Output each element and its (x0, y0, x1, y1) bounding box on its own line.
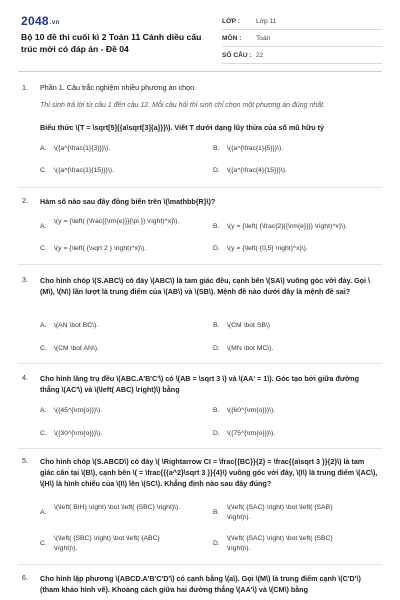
part-number: 1. (22, 83, 28, 92)
question-divider (18, 363, 382, 364)
option-text: \(CM \bot SB\) (227, 322, 271, 329)
part-instruction: Thí sinh trả lời từ câu 1 đến câu 12. Mỗi câu hỏi thí sinh chỉ chọn một phương án đúng nhất. (40, 102, 326, 109)
option-text: \({45^{\rm{o}}}\). (54, 407, 103, 414)
option-letter: D. (213, 540, 220, 547)
option-text: \(\left( BIH) \right) \bot \left( {SBC} \right)\). (54, 504, 181, 511)
option-text: \(CM \bot AN\). (54, 345, 99, 352)
option-letter: C. (40, 540, 47, 547)
question-number: 4. (22, 373, 28, 382)
option-letter: D. (213, 430, 220, 437)
option-letter: A. (40, 407, 47, 414)
option-text: \(\left( {SAC} \right) \bot \left( {SAB} \right)\). (227, 504, 333, 521)
option-text: \({60^{\rm{o}}}\). (227, 407, 276, 414)
option-letter: A. (40, 223, 47, 230)
option-text: \({30^{\rm{o}}}\). (54, 430, 103, 437)
question-text: Cho hình chóp \(S.ABC\) có đáy \(ABC\) là tam giác đều, cạnh bên \(SA\) vuông góc với đáy. Gọi \(M\), \(N\) lần lượt là trung điểm của \(AB\) và \(SB\). Mệnh đề nào dưới đây là mệnh đề sai? (40, 276, 371, 296)
option-text: \(y = {\left( {\sqrt 2 } \right)^x}\). (54, 245, 147, 252)
option-text: \({a^{\frac{1}{5}}}\). (227, 145, 284, 152)
option-text: \(y = {\left( {\frac{{\rm{e}}}{\pi }} \right)^x}\). (54, 218, 180, 225)
meta-key: LỚP : (222, 17, 240, 25)
part-title: Phần 1. Câu trắc nghiệm nhiều phương án chọn. (40, 83, 197, 92)
question-text: Cho hình lập phương \(ABCD.A'B'C'D'\) có cạnh bằng \(a\). Gọi \(M\) là trung điểm cạnh \(C'D'\) (tham khảo hình vẽ). Khoảng cách giữa hai đường thẳng \(AA'\) và \(CM\) bằng (40, 574, 361, 594)
option-text: \(y = {\left( {0,5} \right)^x}\). (227, 245, 308, 252)
option-text: \(\left( {SBC} \right) \bot \left( {ABC} \right)\). (54, 535, 160, 552)
option-letter: B. (213, 322, 220, 329)
question-divider (18, 564, 382, 565)
option-letter: B. (213, 509, 220, 516)
question-number: 5. (22, 456, 28, 465)
meta-value: 22 (256, 51, 264, 59)
option-text: \({a^{\frac{4}{15}}}\). (227, 167, 287, 174)
question-divider (18, 264, 382, 265)
meta-value: Lớp 11 (256, 17, 277, 25)
option-letter: D. (213, 245, 220, 252)
option-letter: B. (213, 407, 220, 414)
meta-key: SỐ CÂU : (222, 51, 252, 59)
question-text: Cho hình lăng trụ đều \(ABC.A'B'C'\) có \(AB = \sqrt 3 \) và \(AA' = 1\). Góc tạo bởi giữa đường thẳng \(AC'\) và \(\left( ABC) \right)\) bằng (40, 374, 359, 394)
option-letter: C. (40, 245, 47, 252)
question-text: Hàm số nào sau đây đồng biến trên \(\mathbb{R}\)? (40, 197, 216, 206)
option-text: \(\left( {SAC} \right) \bot \left( {SBC} \right)\). (227, 535, 333, 552)
option-letter: C. (40, 345, 47, 352)
question-number: 2. (22, 196, 28, 205)
question-divider (18, 448, 382, 449)
option-letter: D. (213, 167, 220, 174)
option-letter: A. (40, 145, 47, 152)
option-text: \({a^{\frac{1}{3}}}\). (54, 145, 111, 152)
logo-tld: .vn (49, 20, 60, 26)
meta-row-class (222, 13, 382, 30)
option-text: \(y = {\left( {\frac{2}{{\rm{e}}}} \right)^x}\). (227, 223, 348, 230)
question-divider (18, 187, 382, 188)
meta-row-count (222, 47, 382, 64)
option-text: \({a^{\frac{1}{15}}}\). (54, 167, 114, 174)
question-text: Cho hình chóp \(S.ABCD\) có đáy \( \Rightarrow CI = \frac{{BC}}{2} = \frac{{a\sqrt 3 }}{2}\) là tam giác cân tại \(B\), cạnh bên \( = \frac{{{a^2}\sqrt 3 }}{4}\) vuông góc với đáy, \(I\) là trung điểm \(AC\), \(H\) là hình chiếu của \(I\) lên \(SC\). Khẳng định nào sau đây đúng? (40, 457, 378, 488)
header-divider (18, 71, 382, 72)
question-number: 6. (22, 573, 28, 582)
page-header (0, 0, 400, 66)
question-number: 3. (22, 275, 28, 284)
option-letter: B. (213, 145, 220, 152)
option-letter: A. (40, 509, 47, 516)
option-text: \({75^{\rm{o}}}\). (227, 430, 276, 437)
meta-key: MÔN : (222, 34, 242, 42)
option-text: \(MN \bot MC\). (227, 345, 274, 352)
document-title: Bộ 10 đề thi cuối kì 2 Toán 11 Cánh diều cấu trúc mới có đáp án - Đề 04 (21, 32, 202, 54)
meta-row-subject (222, 30, 382, 47)
option-letter: B. (213, 223, 220, 230)
document-meta (222, 13, 382, 64)
option-text: \(AN \bot BC\). (54, 322, 99, 329)
logo-text: 2048 (21, 14, 49, 28)
option-letter: C. (40, 167, 47, 174)
option-letter: D. (213, 345, 220, 352)
option-letter: C. (40, 430, 47, 437)
meta-value: Toán (256, 34, 271, 42)
option-letter: A. (40, 322, 47, 329)
question-text: Biểu thức \(T = \sqrt[5]{{a\sqrt[3]{a}}}\). Viết T dưới dạng lũy thừa của số mũ hữu tỷ (40, 123, 324, 132)
site-logo[interactable] (21, 14, 59, 28)
